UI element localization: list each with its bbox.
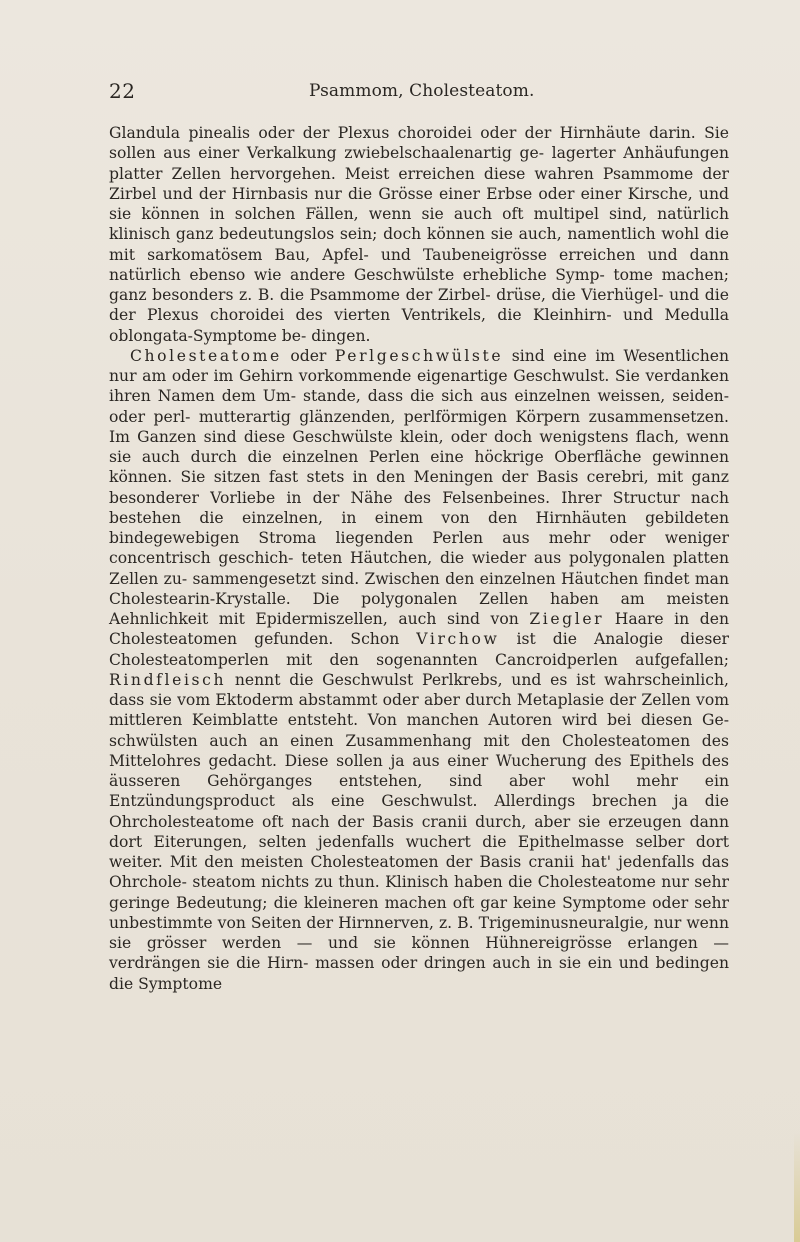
author-virchow: Virchow: [416, 630, 500, 649]
author-rindfleisch: Rindfleisch: [109, 670, 227, 689]
connector-oder: oder: [281, 346, 335, 365]
running-head: Psammom, Cholesteatom.: [309, 81, 535, 101]
paragraph-text-c: ist die Analogie dieser Cholesteatomperlen mit den sogenannten Cancroidperlen aufgefallen;: [109, 630, 730, 669]
paragraph-text-d: nennt die Geschwulst Perlkrebs, und es ist wahrscheinlich, dass sie vom Ektoderm abstammt oder aber durch Metaplasie der Zellen vom mittleren Keimblatte entsteht. Von manchen Autoren wird bei diesen Ge- schwülsten auch an einen Zusammenhang mit den Cholesteatomen des Mittelohres gedacht. Diese sollen ja aus einer Wucherung des Epithels des äusseren Gehörganges entstehen, sind aber wohl mehr ein Entzündungsproduct als eine Geschwulst. Allerdings brechen ja die Ohrcholesteatome oft nach der Basis cranii durch, aber sie erzeugen dann dort Eiterungen, selten jedenfalls wuchert die Epithelmasse selber dort weiter. Mit den meisten Cholesteatomen der Basis cranii hat' jedenfalls das Ohrchole- steatom nichts zu thun. Klinisch haben die Cholesteatome nur sehr geringe Bedeutung; die kleineren machen oft gar keine Symptome oder sehr unbestimmte von Seiten der Hirnnerven, z. B. Trigeminusneuralgie, nur wenn sie grösser werden — und sie können Hühnereigrösse erlangen — verdrängen sie die Hirn- massen oder dringen auch in sie ein und bedingen die Symptome: [109, 670, 729, 993]
page-header: [109, 76, 729, 106]
paragraph-text-a: sind eine im Wesentlichen nur am oder im Gehirn vorkommende eigenartige Geschwulst. Sie verdanken ihren Namen dem Um- stande, dass die sich aus einzelnen weissen, seiden- oder perl- mutterartig glänzenden, perlförmigen Körpern zusammensetzen. Im Ganzen sind diese Geschwülste klein, oder doch wenigstens flach, wenn sie auch durch die einzelnen Perlen eine höckrige Oberfläche gewinnen können. Sie sitzen fast stets in den Meningen der Basis cerebri, mit ganz besonderer Vorliebe in der Nähe des Felsenbeines. Ihrer Structur nach bestehen die einzelnen, in einem von den Hirnhäuten gebildeten bindegewebigen Stroma liegenden Perlen aus mehr oder weniger concentrisch geschich- teten Häutchen, die wieder aus polygonalen platten Zellen zu- sammengesetzt sind. Zwischen den einzelnen Häutchen findet man Cholestearin-Krystalle. Die polygonalen Zellen haben am meisten Aehnlichkeit mit Epidermiszellen, auch sind von: [109, 346, 730, 628]
paragraph-psammom-continued: Glandula pinealis oder der Plexus choroidei oder der Hirnhäute darin. Sie sollen aus einer Verkalkung zwiebelschaalenartig ge- lagerter Anhäufungen platter Zellen hervorgehen. Meist erreichen diese wahren Psammome der Zirbel und der Hirnbasis nur die Grösse einer Erbse oder einer Kirsche, und sie können in solchen Fällen, wenn sie auch oft multipel sind, natürlich klinisch ganz bedeutungslos sein; doch können sie auch, namentlich wohl die mit sarkomatösem Bau, Apfel- und Taubeneigrösse erreichen und dann natürlich ebenso wie andere Geschwülste erhebliche Symp- tome machen; ganz besonders z. B. die Psammome der Zirbel- drüse, die Vierhügel- und die der Plexus choroidei des vierten Ventrikels, die Kleinhirn- und Medulla oblongata-Symptome be- dingen.: [109, 124, 729, 345]
term-cholesteatome: Cholesteatome: [130, 346, 282, 365]
page-edge-discoloration: [794, 1132, 800, 1242]
body-text: [109, 123, 729, 994]
author-ziegler: Ziegler: [529, 610, 605, 628]
paragraph-text-b: Haare in den Cholesteatomen gefunden. Schon: [109, 610, 729, 649]
paragraph-cholesteatome: [109, 346, 729, 994]
page-number: 22: [109, 79, 136, 103]
term-perlgeschwuelste: Perlgeschwülste: [334, 346, 504, 365]
